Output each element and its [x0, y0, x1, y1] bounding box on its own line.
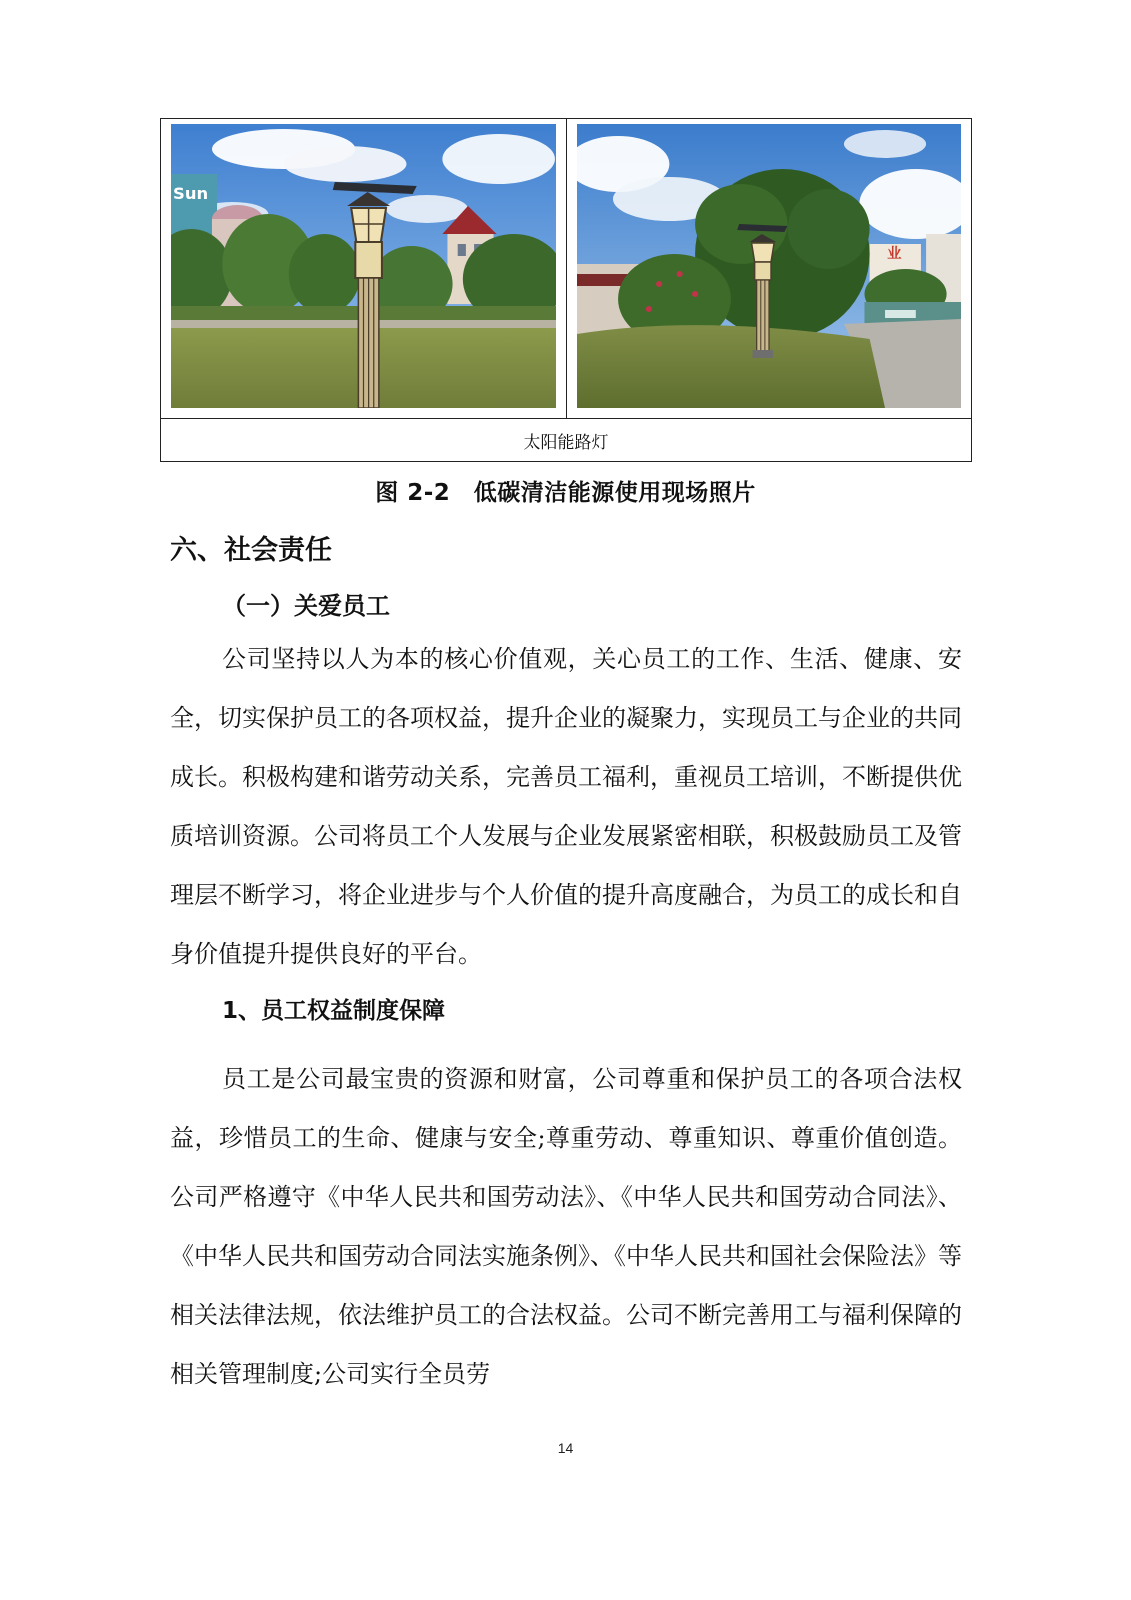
page-number: 14	[557, 1440, 574, 1456]
body-paragraph-1: 公司坚持以人为本的核心价值观，关心员工的工作、生活、健康、安全，切实保护员工的各项权益，提升企业的凝聚力，实现员工与企业的共同成长。积极构建和谐劳动关系，完善员工福利，重视员工培训，不断提供优质培训资源。公司将员工个人发展与企业发展紧密相联，积极鼓励员工及管理层不断学习，将企业进步与个人价值的提升高度融合，为员工的成长和自身价值提升提供良好的平台。	[170, 645, 962, 968]
sub-heading: （一）关爱员工	[222, 592, 390, 620]
item-heading: 1、员工权益制度保障	[222, 998, 446, 1024]
section-heading: 六、社会责任	[170, 535, 332, 566]
solar-street-lamp-photo-right	[577, 124, 961, 408]
solar-street-lamp-photo-left	[171, 124, 556, 408]
photo-cell-left	[161, 119, 567, 418]
svg-text:业: 业	[887, 246, 902, 262]
figure-cell-caption: 太阳能路灯	[161, 418, 971, 461]
figure-table	[160, 118, 972, 462]
figure-title: 图 2-2 低碳清洁能源使用现场照片	[375, 480, 756, 506]
photo-cell-right	[567, 119, 971, 418]
body-paragraph-2: 员工是公司最宝贵的资源和财富，公司尊重和保护员工的各项合法权益，珍惜员工的生命、健康与安全;尊重劳动、尊重知识、尊重价值创造。公司严格遵守《中华人民共和国劳动法》、《中华人民共和国劳动合同法》、《中华人民共和国劳动合同法实施条例》、《中华人民共和国社会保险法》等相关法律法规，依法维护员工的合法权益。公司不断完善用工与福利保障的相关管理制度;公司实行全员劳	[170, 1065, 962, 1388]
svg-text:Sun: Sun	[173, 184, 209, 203]
